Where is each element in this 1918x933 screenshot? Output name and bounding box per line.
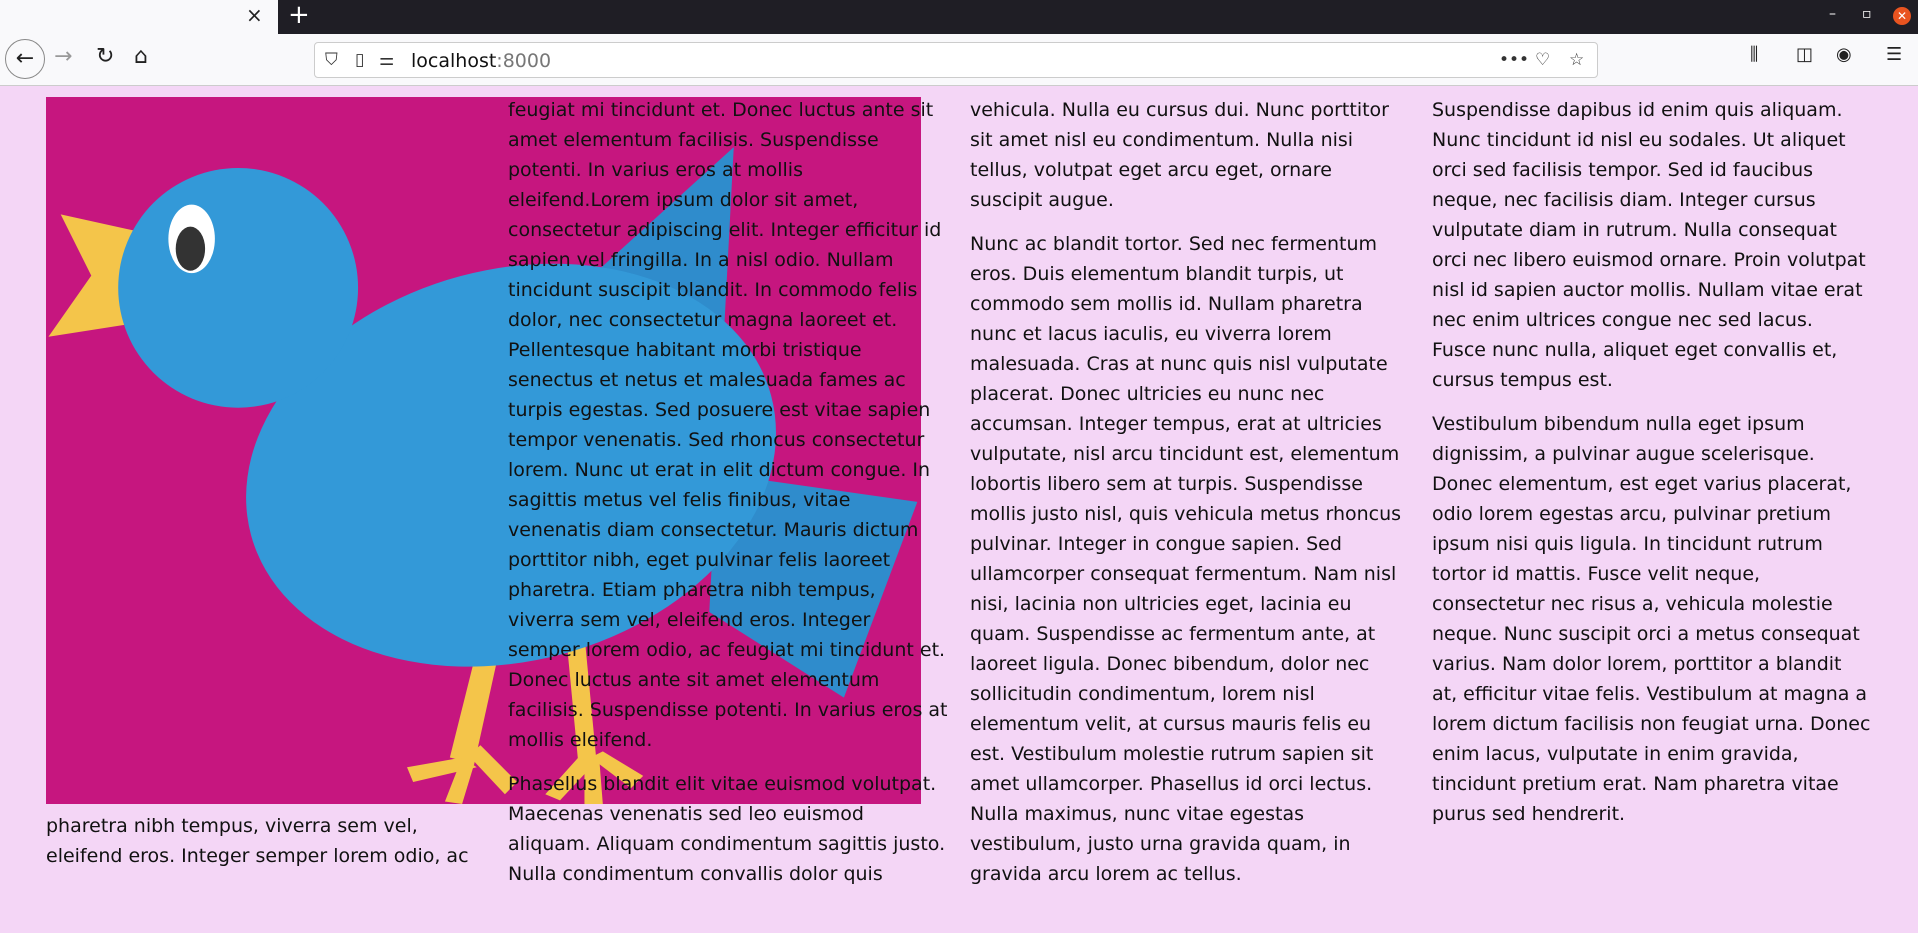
nav-toolbar — [0, 34, 1918, 86]
page-icon: ▯ — [355, 50, 365, 70]
text-column-4 — [1432, 95, 1872, 843]
home-button[interactable]: ⌂ — [134, 44, 148, 69]
new-tab-button[interactable]: + — [288, 0, 310, 30]
bird-head — [118, 168, 358, 408]
library-icon[interactable]: ⫼ — [1750, 44, 1759, 65]
paragraph: Vestibulum bibendum nulla eget ipsum dignissim, a pulvinar augue scelerisque. Donec elementum, est eget varius placerat, odio lorem egestas arcu, pulvinar pretium ipsum nisi quis ligula. In tincidunt rutrum tortor id mattis. Fusce velit neque, consectetur nec risus a, vehicula molestie neque. Nunc suscipit orci a metus consequat varius. Nam dolor lorem, porttitor a blandit at, efficitur vitae felis. Vestibulum at magna a lorem dictum facilisis non feugiat urna. Donec enim lacus, vulputate in enim gravida, tincidunt pretium erat. Nam pharetra vitae purus sed hendrerit. — [1432, 413, 1871, 825]
text-column-1 — [46, 811, 486, 885]
maximize-icon[interactable]: ▫ — [1862, 6, 1872, 22]
url-host: localhost — [411, 50, 497, 72]
forward-button[interactable]: → — [54, 44, 73, 69]
menu-icon[interactable]: ☰ — [1886, 44, 1903, 65]
url-port: :8000 — [496, 50, 552, 72]
bird-pupil — [176, 227, 205, 271]
pocket-icon[interactable]: ♡ — [1535, 50, 1551, 70]
paragraph: feugiat mi tincidunt et. Donec luctus ante sit amet elementum facilisis. Suspendisse potenti. In varius eros at mollis eleifend.Lorem ipsum dolor sit amet, consectetur adipiscing elit. Integer efficitur id sapien vel fringilla. In a nisl odio. Nullam tincidunt suscipit blandit. In commodo felis dolor, nec consectetur magna laoreet et. Pellentesque habitant morbi tristique senectus et netus et malesuada fames ac turpis egestas. Sed posuere est vitae sapien tempor venenatis. Sed rhoncus consectetur lorem. Nunc ut erat in elit dictum congue. In sagittis metus vel felis finibus, vitae venenatis diam consectetur. Mauris dictum porttitor nibh, eget pulvinar felis laoreet pharetra. Etiam pharetra nibh tempus, viverra sem vel, eleifend eros. Integer semper lorem odio, ac feugiat mi tincidunt et. Donec luctus ante sit amet elementum facilisis. Suspendisse potenti. In varius eros at mollis eleifend. — [508, 99, 948, 751]
more-actions-icon[interactable]: ••• — [1499, 50, 1530, 70]
paragraph: Suspendisse dapibus id enim quis aliquam. Nunc tincidunt id nisl eu sodales. Ut aliquet orci sed facilisis tempor. Sed id faucibus neque, nec facilisis diam. Integer cursus vulputate diam in rutrum. Nulla consequat orci nec libero euismod ornare. Proin volutpat nisl id sapien auctor mollis. Nullam vitae erat nec enim ultrices congue nec sed lacus. Fusce nunc nulla, aliquet eget convallis et, cursus tempus est. — [1432, 99, 1866, 391]
tab-bar — [0, 0, 1918, 34]
account-icon[interactable]: ◉ — [1836, 44, 1852, 65]
url-bar[interactable] — [314, 42, 1598, 78]
permissions-icon[interactable]: ⚌ — [379, 50, 395, 70]
window-close-icon[interactable]: ✕ — [1893, 7, 1911, 25]
paragraph: pharetra nibh tempus, viverra sem vel, eleifend eros. Integer semper lorem odio, ac — [46, 815, 469, 867]
back-button[interactable]: ← — [5, 39, 45, 79]
text-column-2 — [508, 95, 948, 903]
paragraph: Phasellus blandit elit vitae euismod volutpat. Maecenas venenatis sed leo euismod aliquam. Aliquam condimentum sagittis justo. Nulla condimentum convallis dolor quis — [508, 773, 946, 885]
shield-icon[interactable]: ⛉ — [325, 50, 338, 70]
paragraph: Nunc ac blandit tortor. Sed nec fermentum eros. Duis elementum blandit turpis, ut commodo sem mollis id. Nullam pharetra nunc et lacus iaculis, eu viverra lorem malesuada. Cras at nunc quis nisl vulputate placerat. Donec ultricies eu nunc nec accumsan. Integer tempus, erat at ultricies vulputate, nisl arcu tincidunt est, elementum lobortis libero sem at turpis. Suspendisse mollis justo nisl, quis vehicula metus rhoncus pulvinar. Integer in congue sapien. Sed ullamcorper consequat fermentum. Nam nisl nisi, lacinia non ultricies eget, lacinia eu quam. Suspendisse ac fermentum ante, at laoreet ligula. Donec bibendum, dolor nec sollicitudin condimentum, lorem nisl elementum velit, at cursus mauris felis eu est. Vestibulum molestie rutrum sapien sit amet ullamcorper. Phasellus id orci lectus. Nulla maximus, nunc vitae egestas vestibulum, justo urna gravida quam, in gravida arcu lorem ac tellus. — [970, 233, 1402, 885]
sidebar-icon[interactable]: ◫ — [1796, 44, 1814, 65]
paragraph: vehicula. Nulla eu cursus dui. Nunc porttitor sit amet nisl eu condimentum. Nulla nisi tellus, volutpat eget arcu eget, ornare suscipit augue. — [970, 99, 1389, 211]
url-text[interactable] — [411, 50, 551, 72]
close-tab-icon[interactable]: × — [246, 3, 263, 27]
reload-button[interactable]: ↻ — [96, 44, 115, 69]
active-tab[interactable] — [0, 0, 278, 34]
text-column-3 — [970, 95, 1410, 903]
page-content — [0, 86, 1918, 933]
bookmark-star-icon[interactable]: ☆ — [1569, 50, 1585, 70]
minimize-icon[interactable]: – — [1829, 6, 1836, 22]
